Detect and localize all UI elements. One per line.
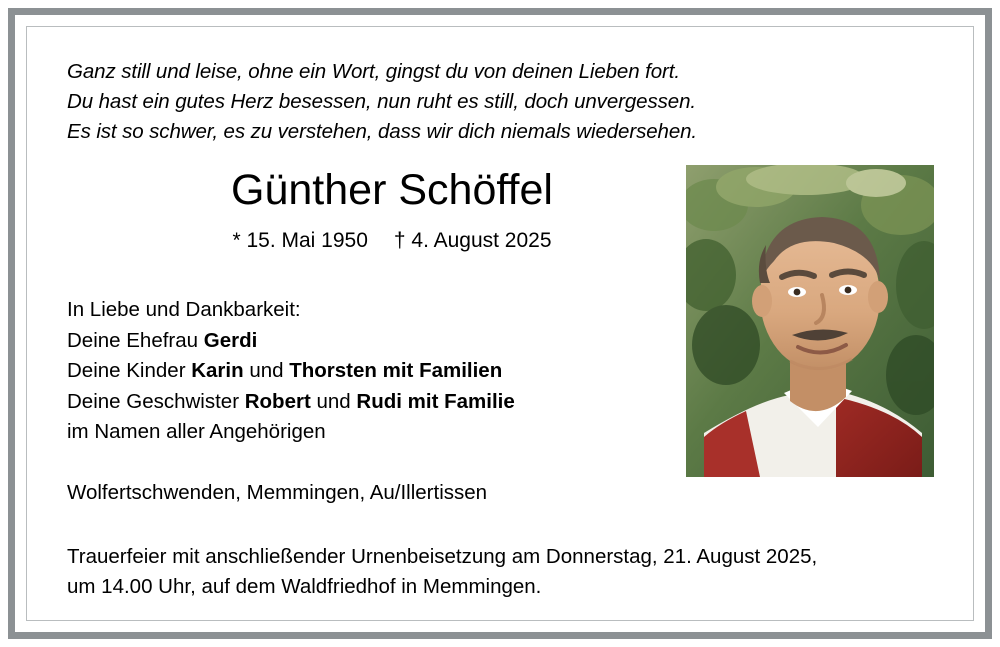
verse-line-3: Es ist so schwer, es zu verstehen, dass wir dich niemals wiedersehen.: [67, 120, 698, 143]
life-dates: [77, 229, 707, 253]
name-block: [67, 165, 707, 253]
family-conjunction: und: [310, 389, 357, 413]
family-prefix: Deine Ehefrau: [67, 328, 204, 352]
inner-border: [26, 26, 974, 621]
ceremony-line-2: um 14.00 Uhr, auf dem Waldfriedhof in Memmingen.: [67, 574, 542, 598]
family-bold-name: Rudi mit Familie: [356, 389, 515, 413]
verse-line-1: Ganz still und leise, ohne ein Wort, gingst du von deinen Lieben fort.: [67, 60, 680, 83]
family-prefix: Deine Geschwister: [67, 389, 245, 413]
ceremony-block: [67, 542, 933, 602]
deceased-name: Günther Schöffel: [231, 166, 553, 214]
death-date: † 4. August 2025: [393, 229, 552, 252]
birth-date: * 15. Mai 1950: [232, 229, 368, 252]
family-bold-name: Robert: [244, 389, 311, 413]
notice-body: [67, 165, 933, 602]
notice-content: [27, 27, 973, 620]
family-conjunction: und: [243, 359, 290, 382]
dedication-line: In Liebe und Dankbarkeit:: [67, 298, 301, 321]
family-prefix: Deine Kinder: [67, 359, 192, 382]
family-bold-name: Gerdi: [203, 328, 258, 352]
family-bold-name: Karin: [191, 359, 244, 382]
portrait-image: [686, 165, 934, 477]
memorial-verse: [67, 57, 933, 147]
places-line: Wolfertschwenden, Memmingen, Au/Illertissen: [67, 480, 488, 504]
portrait-photo: [686, 165, 934, 477]
verse-line-2: Du hast ein gutes Herz besessen, nun ruht es still, doch unvergessen.: [67, 90, 696, 113]
ceremony-line-1: Trauerfeier mit anschließender Urnenbeisetzung am Donnerstag, 21. August 2025,: [67, 544, 818, 568]
outer-border: [8, 8, 992, 639]
family-bold-name: Thorsten mit Familien: [289, 359, 503, 382]
family-line-4: im Namen aller Angehörigen: [67, 420, 326, 443]
